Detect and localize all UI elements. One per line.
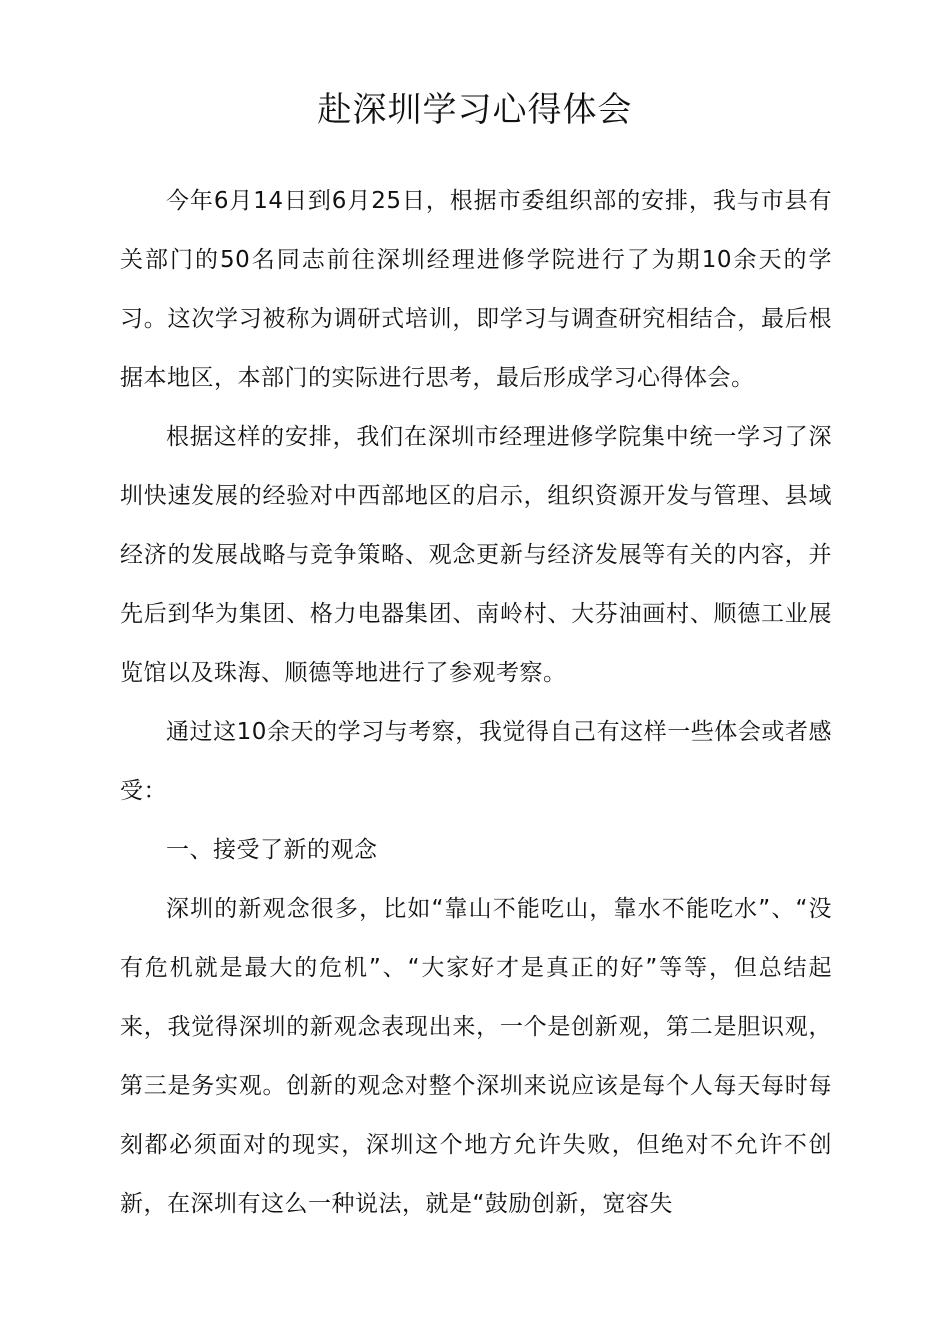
document-body bbox=[120, 172, 832, 1234]
document-title: 赴深圳学习心得体会 bbox=[317, 90, 633, 130]
paragraph-reflection-lead: 通过这10余天的学习与考察，我觉得自己有这样一些体会或者感受： bbox=[120, 719, 832, 804]
paragraph-intro: 今年6月14日到6月25日，根据市委组织部的安排，我与市县有关部门的50名同志前往深圳经理进修学院进行了为期10余天的学习。这次学习被称为调研式培训，即学习与调查研究相结合，最后根据本地区，本部门的实际进行思考，最后形成学习心得体会。 bbox=[120, 188, 832, 391]
section-heading: 一、接受了新的观念 bbox=[166, 837, 378, 863]
paragraph-new-concepts: 深圳的新观念很多，比如“靠山不能吃山，靠水不能吃水”、“没有危机就是最大的危机”、“大家好才是真正的好”等等，但总结起来，我觉得深圳的新观念表现出来，一个是创新观，第二是胆识观，第三是务实观。创新的观念对整个深圳来说应该是每个人每天每时每刻都必须面对的现实，深圳这个地方允许失败，但绝对不允许不创新，在深圳有这么一种说法，就是“鼓励创新，宽容失 bbox=[120, 896, 832, 1217]
paragraph-arrangement: 根据这样的安排，我们在深圳市经理进修学院集中统一学习了深圳快速发展的经验对中西部地区的启示，组织资源开发与管理、县域经济的发展战略与竞争策略、观念更新与经济发展等有关的内容，并先后到华为集团、格力电器集团、南岭村、大芬油画村、顺德工业展览馆以及珠海、顺德等地进行了参观考察。 bbox=[120, 424, 832, 686]
